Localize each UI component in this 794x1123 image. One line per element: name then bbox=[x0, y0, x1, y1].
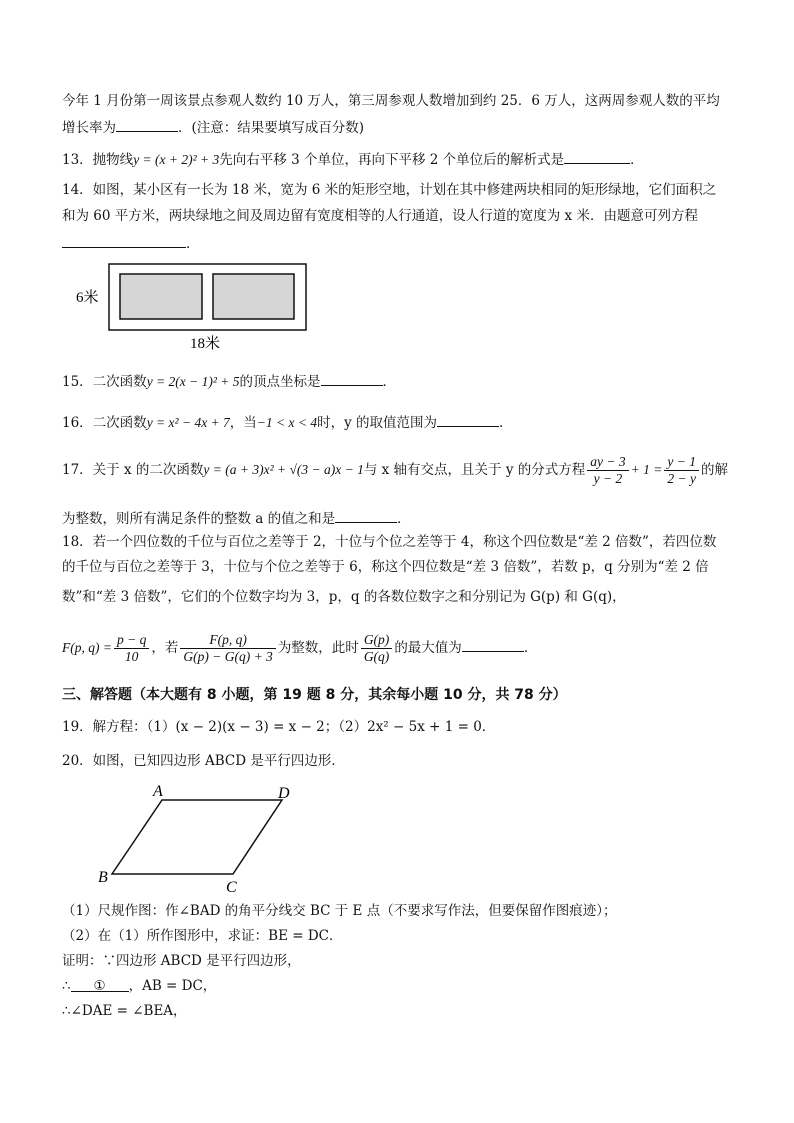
q18-g-num: F(p, q) bbox=[180, 632, 275, 649]
q14-end: ． bbox=[186, 236, 200, 252]
q18-post: 的最大值为 bbox=[394, 640, 462, 656]
q17-fraction-right bbox=[664, 454, 699, 487]
q14-line3 bbox=[62, 233, 200, 253]
q17-pre: 17．关于 x 的二次函数 bbox=[62, 462, 204, 478]
q14-answer-blank[interactable] bbox=[62, 233, 186, 248]
q18-answer-blank[interactable] bbox=[462, 637, 524, 652]
q13-post: 先向右平移 3 个单位，再向下平移 2 个单位后的解析式是 bbox=[219, 152, 565, 168]
q17-plus-one: + 1 = bbox=[630, 462, 663, 477]
q16-answer-blank[interactable] bbox=[437, 412, 499, 427]
q12-answer-blank[interactable] bbox=[116, 117, 178, 132]
q20-part2: （2）在（1）所作图形中，求证：BE = DC． bbox=[62, 928, 343, 944]
q15-post: 的顶点坐标是 bbox=[239, 374, 321, 390]
vertex-label-A: A bbox=[153, 783, 163, 800]
q17-line2-end: ． bbox=[397, 511, 411, 527]
q18-f-num: p − q bbox=[114, 632, 149, 649]
q20-blank-1[interactable]: ① bbox=[71, 977, 129, 992]
q20-proof2 bbox=[62, 977, 216, 995]
q18-ruo: ，若 bbox=[151, 640, 179, 656]
q14-lawn-right bbox=[213, 274, 294, 319]
q18-mid: 为整数，此时 bbox=[277, 640, 359, 656]
q16-condition: −1 < x < 4 bbox=[256, 415, 318, 430]
q13-answer-blank[interactable] bbox=[564, 149, 630, 164]
q17-frac2-den: 2 − y bbox=[667, 471, 696, 486]
q18-fraction-h bbox=[361, 632, 393, 665]
q14-width-label: 6米 bbox=[76, 290, 99, 306]
q15-pre: 15．二次函数 bbox=[62, 374, 147, 390]
vertex-label-D: D bbox=[278, 785, 290, 802]
q18-fraction-f bbox=[114, 632, 149, 665]
q18-fraction-g bbox=[180, 632, 275, 665]
q18-end: ． bbox=[523, 640, 538, 656]
q20-intro: 20．如图，已知四边形 ABCD 是平行四边形． bbox=[62, 753, 345, 769]
q17-post: 的解 bbox=[700, 462, 728, 478]
q20-part1: （1）尺规作图：作∠BAD 的角平分线交 BC 于 E 点（不要求写作法，但要保留作图痕迹）； bbox=[62, 903, 617, 919]
q15-formula: y = 2(x − 1)² + 5 bbox=[146, 374, 240, 389]
vertex-label-C: C bbox=[226, 879, 237, 896]
q15-end: ． bbox=[382, 374, 397, 390]
q18-g-den: G(p) − G(q) + 3 bbox=[183, 649, 273, 664]
parallelogram-ABCD bbox=[112, 800, 282, 874]
q15-answer-blank[interactable] bbox=[321, 371, 383, 386]
q20-proof3: ∴∠DAE = ∠BEA， bbox=[62, 1003, 187, 1019]
q14-line2: 和为 60 平方米，两块绿地之间及周边留有宽度相等的人行通道，设人行道的宽度为 x 米．由题意可列方程 bbox=[62, 208, 698, 224]
q13-pre: 13．抛物线 bbox=[62, 152, 134, 168]
q20-proof2-post: ，AB = DC， bbox=[128, 978, 217, 994]
q17-answer-blank[interactable] bbox=[335, 508, 397, 523]
q17-line2-pre: 为整数，则所有满足条件的整数 a 的值之和是 bbox=[62, 511, 336, 527]
q16-post: 时，y 的取值范围为 bbox=[317, 415, 438, 431]
q18-line4 bbox=[62, 632, 537, 665]
q20-proof1: 证明：∵四边形 ABCD 是平行四边形， bbox=[62, 953, 301, 969]
q20-parallelogram-figure bbox=[90, 778, 310, 896]
q17-line2 bbox=[62, 508, 411, 528]
q17-mid: 与 x 轴有交点，且关于 y 的分式方程 bbox=[363, 462, 586, 478]
q17-frac2-num: y − 1 bbox=[664, 454, 699, 471]
q14-lawn-left bbox=[120, 274, 202, 319]
q18-line2: 的千位与百位之差等于 3，十位与个位之差等于 6，称这个四位数是“差 3 倍数”，若数 p，q 分别为“差 2 倍 bbox=[62, 559, 709, 575]
q18-line3: 数”和“差 3 倍数”，它们的个位数字均为 3，p，q 的各数位数字之和分别记为 G(p) 和 G(q)， bbox=[62, 589, 626, 605]
q13-line bbox=[62, 149, 644, 169]
q16-end: ． bbox=[499, 415, 513, 431]
q18-f-den: 10 bbox=[124, 649, 139, 664]
q14-line1: 14．如图，某小区有一长为 18 米，宽为 6 米的矩形空地，计划在其中修建两块相同的矩形绿地，它们面积之 bbox=[62, 182, 717, 198]
q13-formula: y = (x + 2)² + 3 bbox=[133, 152, 220, 167]
q14-length-label: 18米 bbox=[190, 336, 221, 352]
q17-frac1-den: y − 2 bbox=[593, 471, 623, 486]
q18-h-den: G(q) bbox=[363, 649, 390, 664]
q12-line2-pre: 增长率为 bbox=[62, 120, 116, 136]
q16-mid: ，当 bbox=[229, 415, 257, 431]
vertex-label-B: B bbox=[98, 869, 108, 886]
q16-pre: 16．二次函数 bbox=[62, 415, 147, 431]
q12-line2-post: ．(注意：结果要填写成百分数) bbox=[178, 120, 365, 136]
q14-figure bbox=[62, 258, 322, 356]
q12-line1: 今年 1 月份第一周该景点参观人数约 10 万人，第三周参观人数增加到约 25．6 万人，这两周参观人数的平均 bbox=[62, 93, 720, 109]
q17-line1 bbox=[62, 454, 728, 487]
q18-line1: 18．若一个四位数的千位与百位之差等于 2，十位与个位之差等于 4，称这个四位数是“差 2 倍数”，若四位数 bbox=[62, 534, 717, 550]
q12-line2 bbox=[62, 117, 364, 137]
q16-line bbox=[62, 412, 513, 432]
q17-frac1-num: ay − 3 bbox=[587, 454, 628, 471]
q15-line bbox=[62, 371, 396, 391]
q16-formula: y = x² − 4x + 7 bbox=[146, 415, 230, 430]
q17-formula: y = (a + 3)x² + √(3 − a)x − 1 bbox=[203, 462, 364, 477]
section3-heading: 三、解答题（本大题有 8 小题，第 19 题 8 分，其余每小题 10 分，共 78 分） bbox=[62, 687, 567, 703]
q13-end: ． bbox=[630, 152, 644, 168]
q20-proof2-pre: ∴ bbox=[62, 978, 71, 994]
q18-f-lhs: F(p, q) = bbox=[62, 640, 112, 655]
q18-h-num: G(p) bbox=[361, 632, 393, 649]
q19-line: 19．解方程：（1）(x − 2)(x − 3) = x − 2；（2）2x² − 5x + 1 = 0． bbox=[62, 719, 496, 735]
q17-fraction-left bbox=[587, 454, 628, 487]
